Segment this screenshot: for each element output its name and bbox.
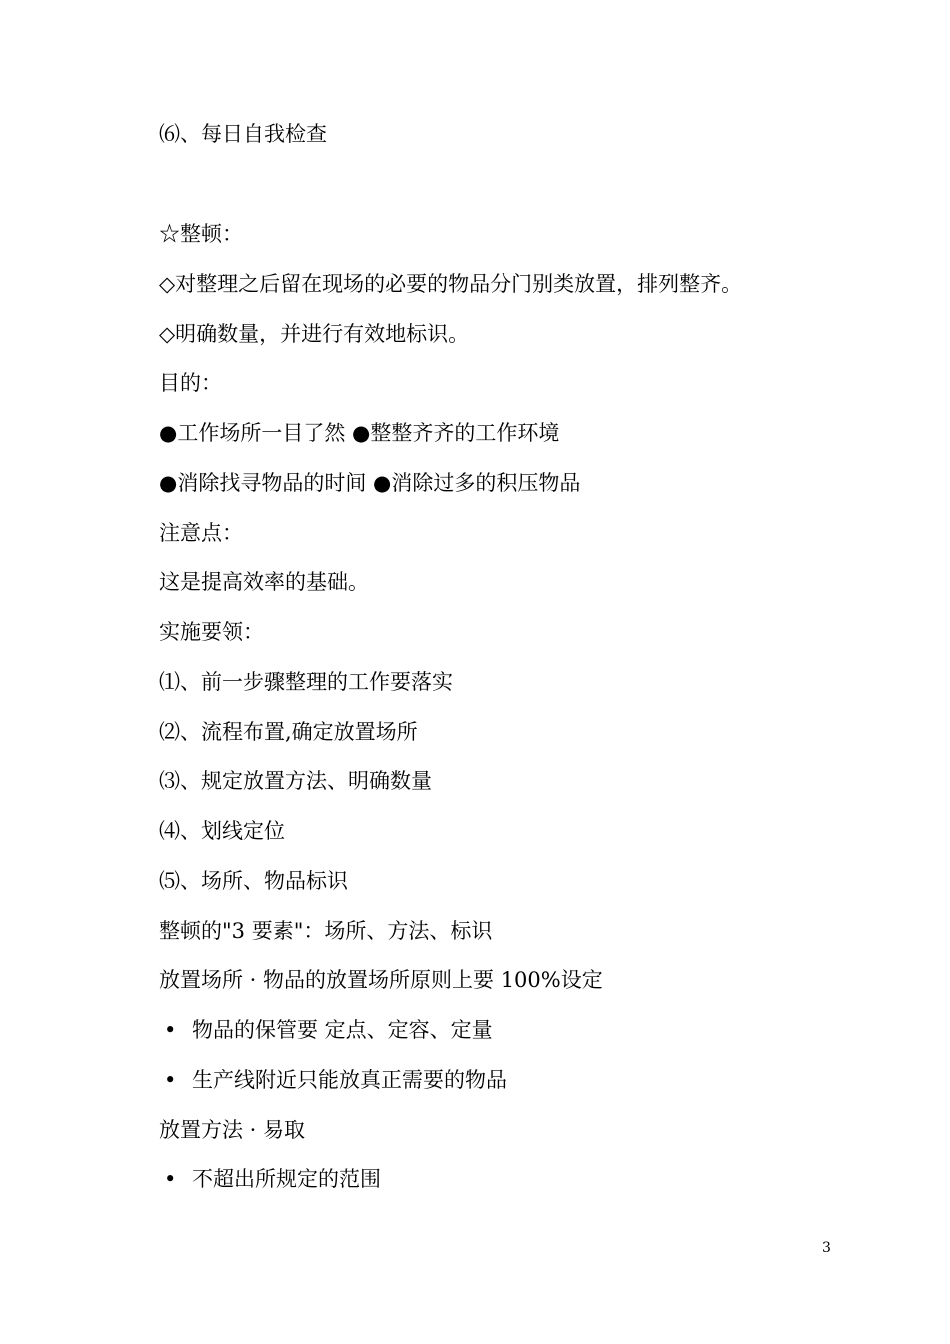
definition-line-2: ◇明确数量，并进行有效地标识。 xyxy=(159,322,470,346)
placement-location-line: 放置场所 · 物品的放置场所原则上要 100%设定 xyxy=(159,968,603,992)
implementation-heading: 实施要领： xyxy=(159,620,264,644)
bullet-icon: • xyxy=(164,1068,177,1092)
step-1-line: ⑴、前一步骤整理的工作要落实 xyxy=(159,670,453,694)
purpose-heading: 目的： xyxy=(159,371,222,395)
step-6-line: ⑹、每日自我检查 xyxy=(159,122,327,146)
bullet-icon: • xyxy=(164,1167,177,1191)
bullet-text: 生产线附近只能放真正需要的物品 xyxy=(192,1068,507,1092)
notes-heading: 注意点： xyxy=(159,521,243,545)
placement-method-line: 放置方法 · 易取 xyxy=(159,1118,306,1142)
three-elements-line: 整顿的"3 要素"：场所、方法、标识 xyxy=(159,919,493,943)
bullet-item-production-line xyxy=(164,1066,507,1094)
step-2-line: ⑵、流程布置,确定放置场所 xyxy=(159,720,418,744)
purpose-line-2: ●消除找寻物品的时间 ●消除过多的积压物品 xyxy=(159,471,581,495)
bullet-icon: • xyxy=(164,1018,177,1042)
page-number: 3 xyxy=(822,1240,831,1256)
bullet-text: 不超出所规定的范围 xyxy=(192,1167,381,1191)
notes-line: 这是提高效率的基础。 xyxy=(159,570,369,594)
purpose-line-1: ●工作场所一目了然 ●整整齐齐的工作环境 xyxy=(159,421,560,445)
section-heading-zhengdun: ☆整顿： xyxy=(159,222,243,246)
step-5-line: ⑸、场所、物品标识 xyxy=(159,869,348,893)
definition-line-1: ◇对整理之后留在现场的必要的物品分门别类放置，排列整齐。 xyxy=(159,272,743,296)
bullet-item-storage xyxy=(164,1016,493,1044)
bullet-text: 物品的保管要 定点、定容、定量 xyxy=(192,1018,493,1042)
step-4-line: ⑷、划线定位 xyxy=(159,819,285,843)
bullet-item-range xyxy=(164,1165,381,1193)
step-3-line: ⑶、规定放置方法、明确数量 xyxy=(159,769,432,793)
